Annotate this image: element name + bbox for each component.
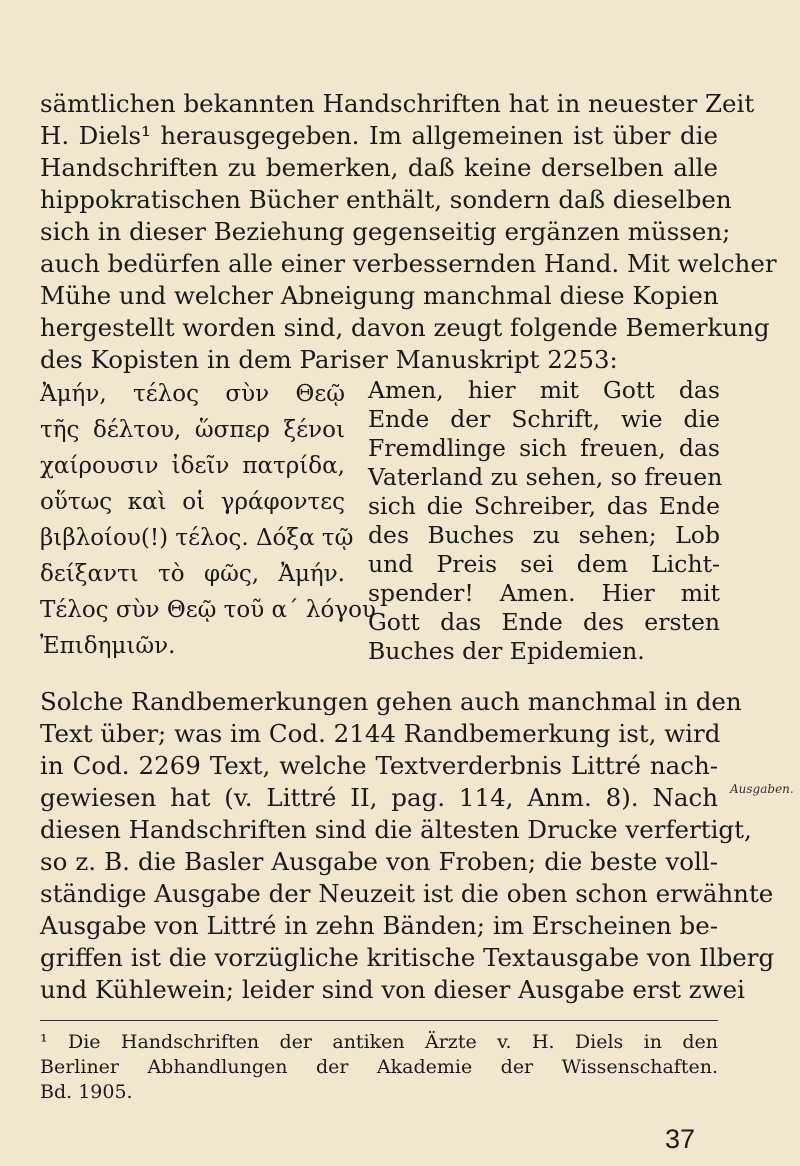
german-line: spender! Amen. Hier mit [368,579,720,607]
german-line: Buches der Epidemien. [368,637,645,665]
text-line: des Kopisten in dem Pariser Manuskript 2253: [40,345,618,374]
greek-line: τῆς δέλτου, ὥσπερ ξένοι [40,417,345,443]
german-line: Amen, hier mit Gott das [368,376,720,404]
footnote-line: ¹ Die Handschriften der antiken Ärzte v. H. Diels in den [40,1031,718,1053]
text-line: Mühe und welcher Abneigung manchmal diese Kopien [40,281,719,310]
text-line: und Kühlewein; leider sind von dieser Ausgabe erst zwei [40,975,746,1004]
margin-note: Ausgaben. [730,782,794,796]
text-line: griffen ist die vorzügliche kritische Textausgabe von Ilberg [40,943,775,972]
greek-line: δείξαντι τὸ φῶς, Ἀμήν. [40,561,345,587]
text-line: ständige Ausgabe der Neuzeit ist die oben schon erwähnte [40,879,774,908]
greek-line: οὕτως καὶ οἱ γράφοντες [40,489,345,515]
german-translation [368,376,723,666]
text-line: Text über; was im Cod. 2144 Randbemerkung ist, wird [40,719,721,748]
footnote-line: Bd. 1905. [40,1081,133,1103]
text-line: auch bedürfen alle einer verbessernden Hand. Mit welcher [40,249,777,278]
footnote-rule [40,1020,718,1021]
german-line: Vaterland zu sehen, so freuen [368,463,723,491]
text-line: diesen Handschriften sind die ältesten Drucke verfertigt, [40,815,752,844]
german-line: und Preis sei dem Licht- [368,550,720,578]
page-number: 37 [665,1124,696,1154]
german-line: Ende der Schrift, wie die [368,405,720,433]
greek-line: χαίρουσιν ἰδεῖν πατρίδα, [40,453,345,479]
text-line: Handschriften zu bemerken, daß keine derselben alle [40,153,718,182]
text-line: sämtlichen bekannten Handschriften hat in neuester Zeit [40,89,755,118]
german-line: sich die Schreiber, das Ende [368,492,720,520]
text-line: Solche Randbemerkungen gehen auch manchmal in den [40,687,742,716]
text-line: gewiesen hat (v. Littré II, pag. 114, Anm. 8). Nach [40,783,718,812]
greek-line: Ἀμήν, τέλος σὺν Θεῷ [40,381,345,407]
german-line: Gott das Ende des ersten [368,608,720,636]
text-line: H. Diels¹ herausgegeben. Im allgemeinen ist über die [40,121,718,150]
text-line: hergestellt worden sind, davon zeugt folgende Bemerkung [40,313,770,342]
greek-line: Ἐπιδημιῶν. [40,633,176,659]
text-line: in Cod. 2269 Text, welche Textverderbnis Littré nach- [40,751,718,780]
text-line: hippokratischen Bücher enthält, sondern daß dieselben [40,185,732,214]
greek-line: Τέλος σὺν Θεῷ τοῦ α´ λόγου [40,597,376,623]
text-line: Ausgabe von Littré in zehn Bänden; im Erscheinen be- [40,911,718,940]
text-line: sich in dieser Beziehung gegenseitig ergänzen müssen; [40,217,731,246]
greek-line: βιβλοίου(!) τέλος. Δόξα τῷ [40,525,354,551]
german-line: Fremdlinge sich freuen, das [368,434,720,462]
footnote-line: Berliner Abhandlungen der Akademie der Wissenschaften. [40,1056,718,1078]
greek-colophon [40,376,376,664]
text-line: so z. B. die Basler Ausgabe von Froben; die beste voll- [40,847,718,876]
german-line: des Buches zu sehen; Lob [368,521,720,549]
